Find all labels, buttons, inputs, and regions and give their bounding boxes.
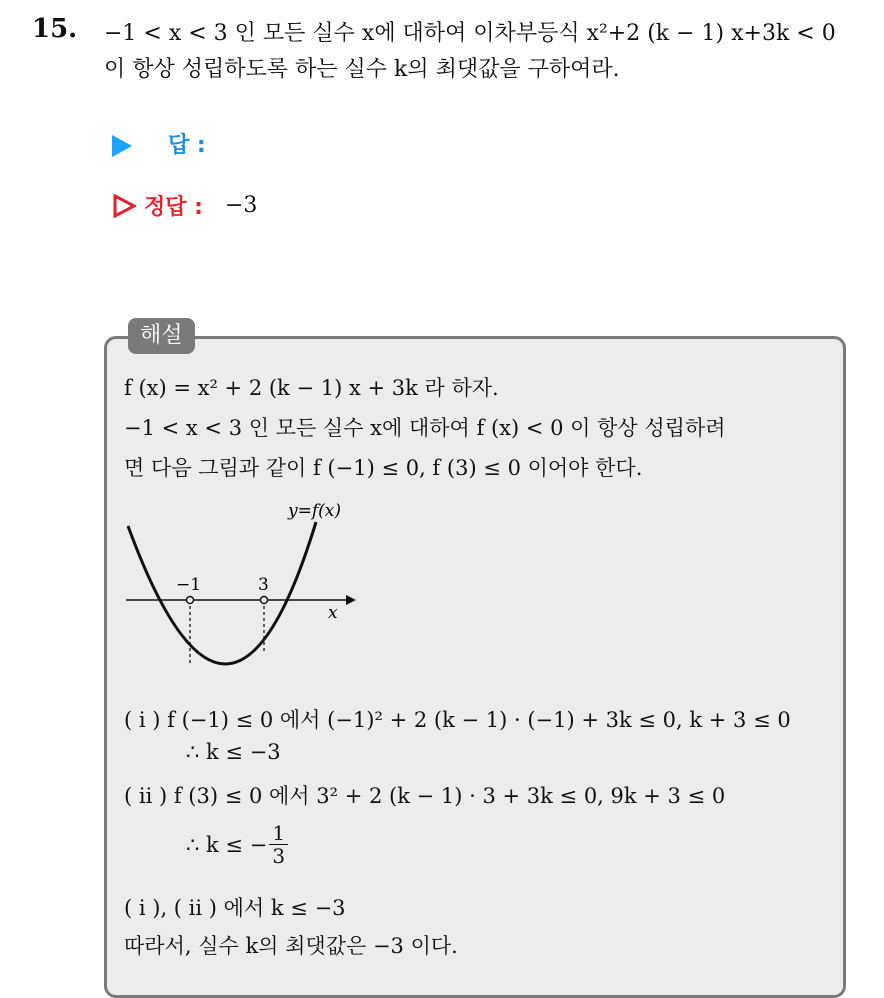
explanation-tag: 해설 xyxy=(128,318,195,354)
answer-label: 답 : xyxy=(168,133,206,158)
curve-label: y=f(x) xyxy=(288,501,341,521)
conclusion-line-1: ( i ), ( ii ) 에서 k ≤ −3 xyxy=(124,896,346,920)
question-line-1: −1 < x < 3 인 모든 실수 x에 대하여 이차부등식 x²+2 (k − 1) x+3k < 0 xyxy=(104,21,836,46)
point-three xyxy=(261,597,268,604)
label-minus-one: −1 xyxy=(176,575,202,595)
x-axis-arrow xyxy=(346,595,356,605)
x-axis-label: x xyxy=(328,603,338,623)
label-three: 3 xyxy=(258,575,269,595)
case-2-result xyxy=(186,822,288,867)
question-number: 15. xyxy=(32,14,78,44)
conclusion-line-2: 따라서, 실수 k의 최댓값은 −3 이다. xyxy=(124,934,458,958)
case-2-result-prefix: ∴ k ≤ − xyxy=(186,832,268,857)
case-1: ( i ) f (−1) ≤ 0 에서 (−1)² + 2 (k − 1) · (−1) + 3k ≤ 0, k + 3 ≤ 0 xyxy=(124,708,791,732)
correct-answer-value: −3 xyxy=(224,193,258,218)
filled-triangle-icon xyxy=(112,135,132,157)
correct-answer-row xyxy=(112,190,257,221)
explanation-line-3: 면 다음 그림과 같이 f (−1) ≤ 0, f (3) ≤ 0 이어야 한다. xyxy=(124,456,643,480)
case-2: ( ii ) f (3) ≤ 0 에서 3² + 2 (k − 1) · 3 + 3k ≤ 0, 9k + 3 ≤ 0 xyxy=(124,784,726,808)
fraction-numerator: 1 xyxy=(269,822,288,845)
answer-row xyxy=(112,128,206,159)
case-1-result: ∴ k ≤ −3 xyxy=(186,740,281,764)
fraction-one-third xyxy=(269,822,288,867)
question-text xyxy=(104,16,874,88)
parabola-curve xyxy=(128,522,316,664)
fraction-denominator: 3 xyxy=(272,844,286,868)
question-line-2: 이 항상 성립하도록 하는 실수 k의 최댓값을 구하여라. xyxy=(104,57,620,82)
parabola-graph xyxy=(118,494,368,694)
outline-triangle-icon xyxy=(112,194,136,218)
correct-answer-label: 정답 : xyxy=(144,195,203,220)
point-minus-one xyxy=(187,597,194,604)
explanation-line-1: f (x) = x² + 2 (k − 1) x + 3k 라 하자. xyxy=(124,376,499,400)
explanation-line-2: −1 < x < 3 인 모든 실수 x에 대하여 f (x) < 0 이 항상 성립하려 xyxy=(124,416,726,440)
